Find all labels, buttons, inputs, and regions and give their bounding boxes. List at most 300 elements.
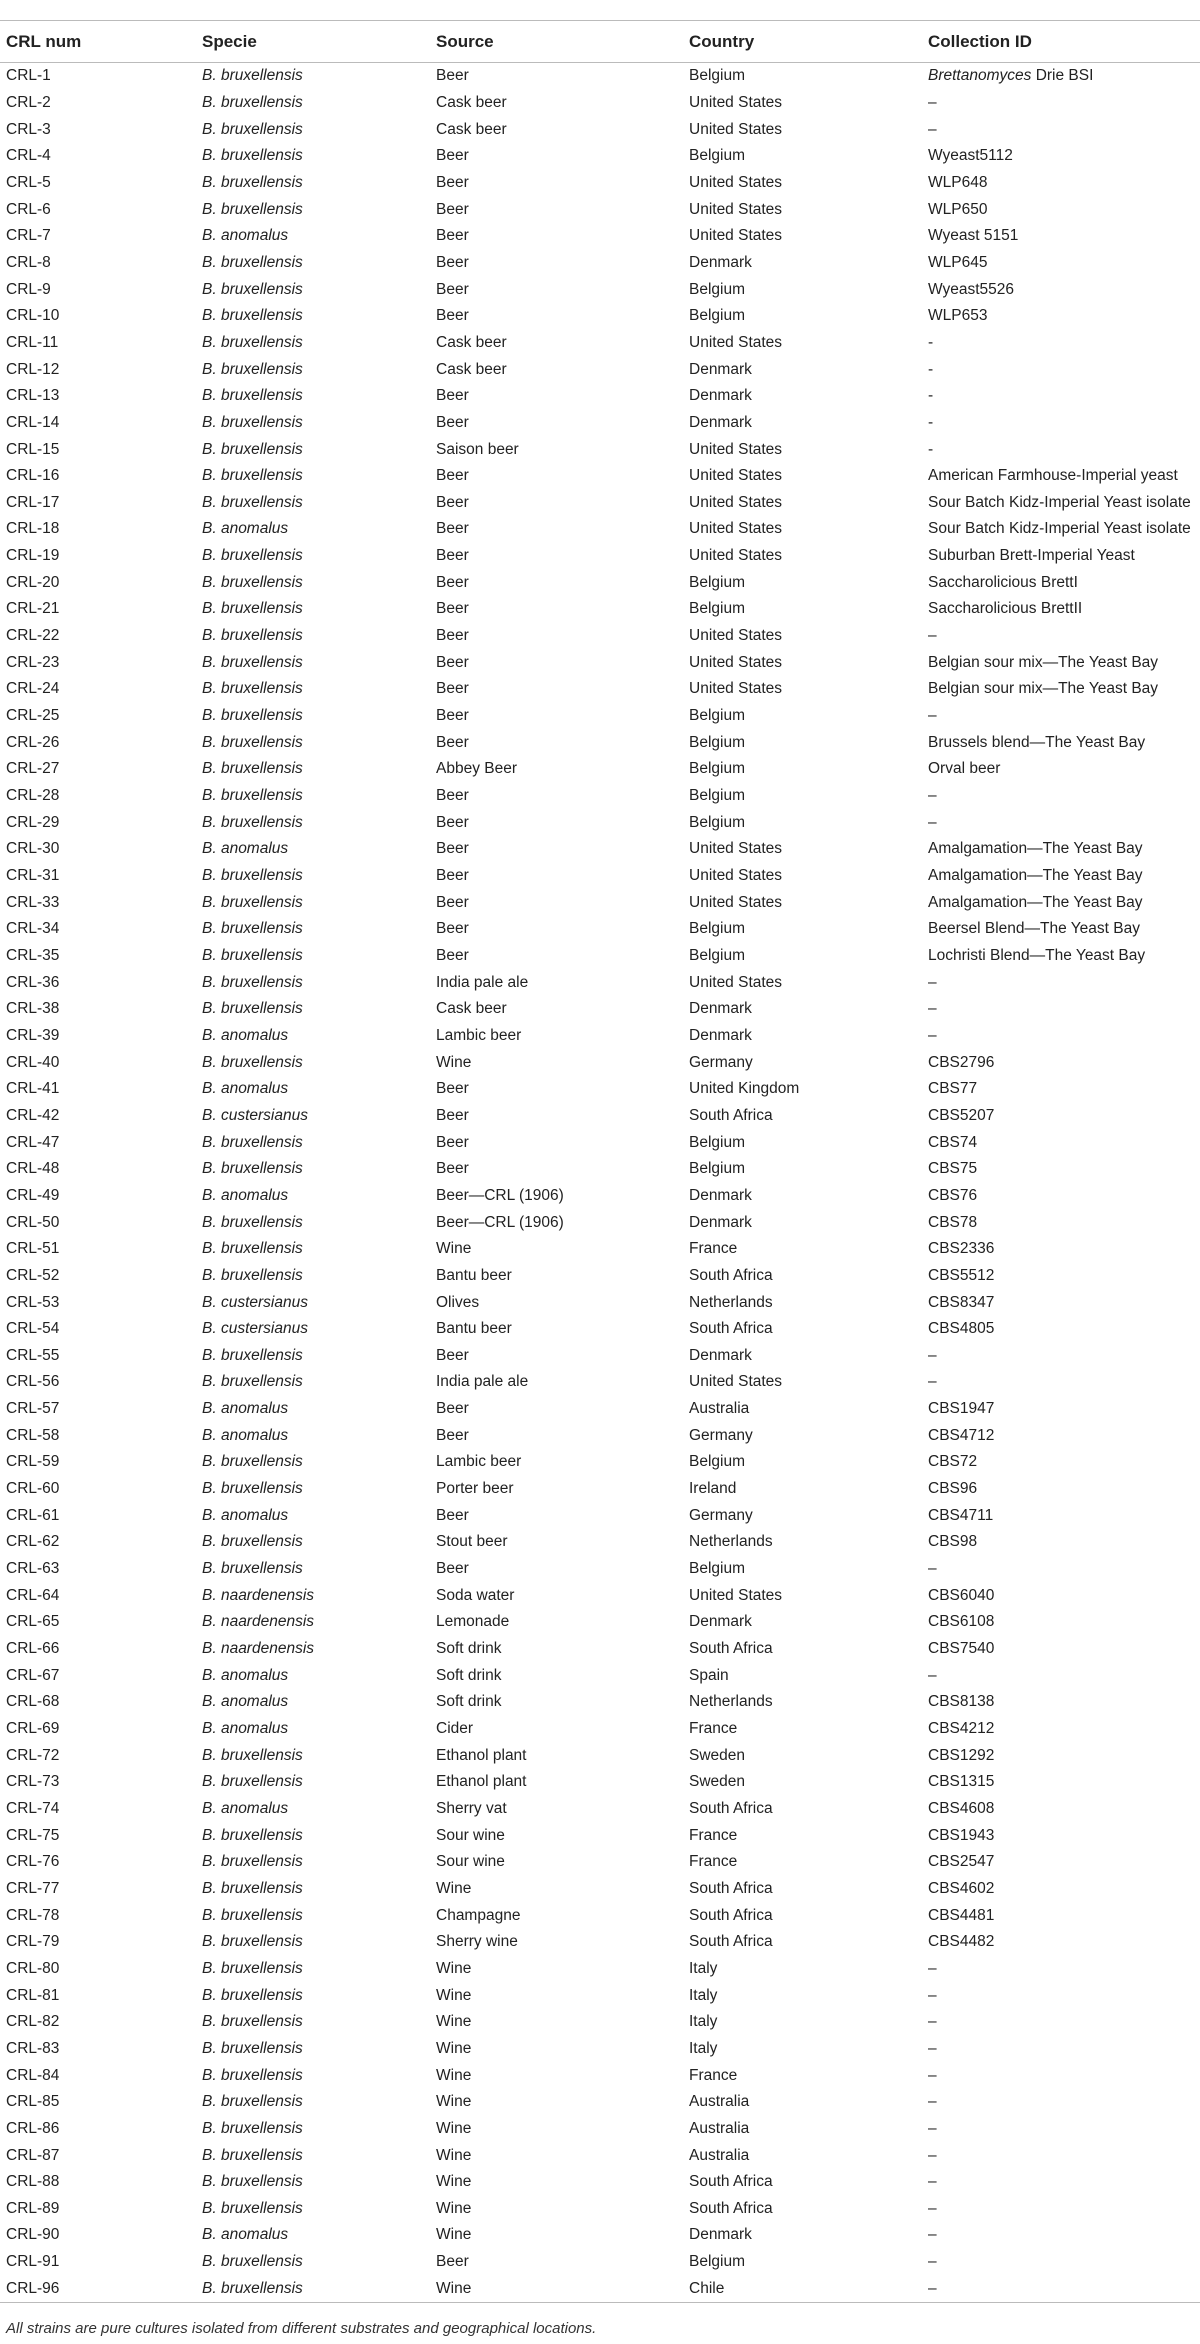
cell-specie: B. bruxellensis bbox=[196, 2275, 430, 2302]
cell-collection-id: – bbox=[922, 2275, 1200, 2302]
cell-source: Beer bbox=[436, 493, 469, 511]
cell-crl-num: CRL-63 bbox=[6, 1560, 60, 1578]
cell-crl-num: CRL-27 bbox=[6, 760, 60, 778]
cell-specie: B. anomalus bbox=[202, 1693, 289, 1711]
cell-country: United States bbox=[689, 867, 783, 885]
cell-collection-id: - bbox=[928, 333, 934, 351]
cell-country: Denmark bbox=[689, 387, 752, 405]
cell-source: Wine bbox=[436, 2119, 472, 2137]
cell-country: Denmark bbox=[689, 1346, 752, 1364]
cell-crl-num: CRL-49 bbox=[6, 1186, 60, 1204]
cell-specie: B. bruxellensis bbox=[202, 1346, 303, 1364]
cell-crl-num: CRL-88 bbox=[6, 2173, 60, 2191]
table-row bbox=[0, 1796, 1200, 1823]
cell-source: Wine bbox=[436, 1240, 472, 1258]
cell-country: Italy bbox=[689, 2039, 718, 2057]
cell-collection-id: – bbox=[928, 1666, 937, 1684]
cell-specie: B. bruxellensis bbox=[202, 1266, 303, 1284]
cell-country: Chile bbox=[683, 2275, 922, 2302]
cell-specie: B. bruxellensis bbox=[202, 1826, 303, 1844]
cell-country: Belgium bbox=[689, 307, 745, 325]
cell-country: Denmark bbox=[689, 360, 752, 378]
cell-source: Beer—CRL (1906) bbox=[436, 1186, 564, 1204]
cell-crl-num: CRL-47 bbox=[6, 1133, 60, 1151]
cell-crl-num: CRL-58 bbox=[6, 1426, 60, 1444]
table-row bbox=[0, 1343, 1200, 1370]
table-row bbox=[0, 1049, 1200, 1076]
cell-crl-num: CRL-64 bbox=[6, 1586, 60, 1604]
cell-source: Beer bbox=[436, 573, 469, 591]
cell-collection-id: Orval beer bbox=[928, 760, 1001, 778]
cell-collection-id: – bbox=[928, 2093, 937, 2111]
cell-collection-id: Belgian sour mix—The Yeast Bay bbox=[928, 680, 1159, 698]
cell-specie: B. anomalus bbox=[202, 1186, 289, 1204]
cell-specie: B. bruxellensis bbox=[202, 627, 303, 645]
table-row bbox=[0, 276, 1200, 303]
cell-collection-id: CBS8138 bbox=[928, 1693, 995, 1711]
collection-id-genus: Brettanomyces bbox=[928, 67, 1032, 85]
cell-country: France bbox=[689, 1720, 738, 1738]
cell-collection-id: CBS5207 bbox=[928, 1106, 995, 1124]
cell-crl-num: CRL-65 bbox=[6, 1613, 60, 1631]
cell-crl-num: CRL-15 bbox=[6, 440, 60, 458]
table-row bbox=[0, 1316, 1200, 1343]
cell-specie: B. bruxellensis bbox=[202, 573, 303, 591]
cell-source: Lambic beer bbox=[436, 1453, 522, 1471]
cell-specie: B. bruxellensis bbox=[202, 67, 303, 85]
cell-collection-id: CBS4212 bbox=[928, 1720, 995, 1738]
table-row bbox=[0, 1076, 1200, 1103]
cell-country: Belgium bbox=[689, 1560, 745, 1578]
cell-country: South Africa bbox=[689, 1933, 773, 1951]
cell-source: Cask beer bbox=[436, 360, 507, 378]
cell-country: Belgium bbox=[689, 1160, 745, 1178]
cell-specie: B. bruxellensis bbox=[202, 1773, 303, 1791]
cell-specie: B. bruxellensis bbox=[202, 333, 303, 351]
table-body bbox=[0, 63, 1200, 2303]
table-row bbox=[0, 863, 1200, 890]
table-row bbox=[0, 1529, 1200, 1556]
table-row bbox=[0, 1263, 1200, 1290]
cell-source: Wine bbox=[436, 2226, 472, 2244]
cell-source: Wine bbox=[430, 2275, 683, 2302]
cell-source: Beer bbox=[436, 707, 469, 725]
cell-country: Belgium bbox=[689, 280, 745, 298]
cell-source: Beer bbox=[436, 1560, 469, 1578]
cell-source: Beer bbox=[436, 547, 469, 565]
cell-specie: B. anomalus bbox=[202, 1666, 289, 1684]
table-row bbox=[0, 729, 1200, 756]
table-row bbox=[0, 143, 1200, 170]
cell-source: Olives bbox=[436, 1293, 480, 1311]
cell-specie: B. bruxellensis bbox=[202, 2093, 303, 2111]
cell-source: Beer bbox=[436, 1400, 469, 1418]
cell-source: Beer bbox=[436, 1506, 469, 1524]
cell-specie: B. anomalus bbox=[202, 520, 289, 538]
cell-country: Belgium bbox=[689, 2253, 745, 2271]
cell-collection-id: Lochristi Blend—The Yeast Bay bbox=[928, 946, 1146, 964]
cell-collection-id: Saccharolicious BrettII bbox=[928, 600, 1083, 618]
cell-country: Australia bbox=[689, 2146, 750, 2164]
table-row bbox=[0, 1902, 1200, 1929]
cell-crl-num: CRL-78 bbox=[6, 1906, 60, 1924]
cell-specie: B. bruxellensis bbox=[202, 1959, 303, 1977]
cell-source: Cask beer bbox=[436, 333, 507, 351]
cell-collection-id: - bbox=[928, 440, 934, 458]
table-row bbox=[0, 1476, 1200, 1503]
cell-country: United States bbox=[689, 973, 783, 991]
cell-source: Sherry vat bbox=[436, 1799, 507, 1817]
table-row bbox=[0, 1982, 1200, 2009]
cell-crl-num: CRL-86 bbox=[6, 2119, 60, 2137]
cell-crl-num: CRL-52 bbox=[6, 1266, 60, 1284]
cell-collection-id: Wyeast5526 bbox=[928, 280, 1015, 298]
cell-country: Belgium bbox=[689, 707, 745, 725]
cell-specie: B. bruxellensis bbox=[202, 360, 303, 378]
table-row bbox=[0, 63, 1200, 90]
cell-collection-id: CBS1292 bbox=[928, 1746, 995, 1764]
cell-specie: B. bruxellensis bbox=[202, 1453, 303, 1471]
cell-crl-num: CRL-6 bbox=[6, 200, 51, 218]
cell-collection-id: CBS2547 bbox=[928, 1853, 995, 1871]
cell-country: South Africa bbox=[689, 1640, 773, 1658]
cell-collection-id: – bbox=[928, 2013, 937, 2031]
cell-source: Stout beer bbox=[436, 1533, 508, 1551]
cell-collection-id: – bbox=[928, 2146, 937, 2164]
header-source: Source bbox=[430, 22, 683, 63]
cell-crl-num: CRL-72 bbox=[6, 1746, 60, 1764]
cell-source: Beer bbox=[436, 813, 469, 831]
cell-specie: B. custersianus bbox=[202, 1106, 308, 1124]
cell-source: Bantu beer bbox=[436, 1266, 512, 1284]
cell-crl-num: CRL-25 bbox=[6, 707, 60, 725]
cell-collection-id: – bbox=[928, 1959, 937, 1977]
cell-specie: B. bruxellensis bbox=[202, 680, 303, 698]
cell-country: South Africa bbox=[689, 1266, 773, 1284]
table-row bbox=[0, 1209, 1200, 1236]
cell-source: Wine bbox=[436, 2199, 472, 2217]
table-row bbox=[0, 543, 1200, 570]
cell-collection-id: CBS78 bbox=[928, 1213, 978, 1231]
cell-crl-num: CRL-77 bbox=[6, 1879, 60, 1897]
table-footnote: All strains are pure cultures isolated from different substrates and geographical locations. bbox=[6, 2320, 597, 2337]
cell-collection-id: – bbox=[928, 627, 937, 645]
cell-country: Belgium bbox=[689, 600, 745, 618]
cell-collection-id: CBS77 bbox=[928, 1080, 978, 1098]
cell-source: Beer bbox=[436, 680, 469, 698]
cell-crl-num: CRL-8 bbox=[6, 253, 51, 271]
table-row bbox=[0, 1609, 1200, 1636]
table-row bbox=[0, 1822, 1200, 1849]
cell-specie: B. bruxellensis bbox=[202, 1560, 303, 1578]
cell-country: Denmark bbox=[689, 413, 752, 431]
cell-source: Beer bbox=[436, 600, 469, 618]
cell-specie: B. custersianus bbox=[202, 1293, 308, 1311]
cell-country: United States bbox=[689, 227, 783, 245]
cell-specie: B. bruxellensis bbox=[202, 1213, 303, 1231]
table-row bbox=[0, 2116, 1200, 2143]
cell-country: United States bbox=[689, 200, 783, 218]
cell-specie: B. bruxellensis bbox=[202, 813, 303, 831]
table-row bbox=[0, 2169, 1200, 2196]
cell-country: Australia bbox=[689, 1400, 750, 1418]
table-row bbox=[0, 1502, 1200, 1529]
cell-specie: B. bruxellensis bbox=[202, 1986, 303, 2004]
table-row bbox=[0, 516, 1200, 543]
cell-collection-id: – bbox=[928, 1560, 937, 1578]
cell-collection-id: CBS2336 bbox=[928, 1240, 995, 1258]
table-row bbox=[0, 1422, 1200, 1449]
table-row bbox=[0, 889, 1200, 916]
cell-country: United States bbox=[689, 333, 783, 351]
cell-specie: B. bruxellensis bbox=[202, 1853, 303, 1871]
table-row bbox=[0, 1289, 1200, 1316]
cell-collection-id: CBS1947 bbox=[928, 1400, 995, 1418]
cell-source: Beer bbox=[436, 147, 469, 165]
cell-specie: B. anomalus bbox=[202, 1426, 289, 1444]
cell-crl-num: CRL-12 bbox=[6, 360, 60, 378]
cell-collection-id: CBS96 bbox=[928, 1480, 978, 1498]
cell-collection-id: – bbox=[928, 2039, 937, 2057]
cell-source: Ethanol plant bbox=[436, 1746, 527, 1764]
cell-source: Sherry wine bbox=[436, 1933, 518, 1951]
cell-crl-num: CRL-60 bbox=[6, 1480, 60, 1498]
cell-country: Ireland bbox=[689, 1480, 737, 1498]
cell-source: Beer bbox=[436, 867, 469, 885]
cell-country: United States bbox=[689, 493, 783, 511]
cell-crl-num: CRL-36 bbox=[6, 973, 60, 991]
cell-source: Beer bbox=[436, 280, 469, 298]
cell-country: United States bbox=[689, 840, 783, 858]
table-row bbox=[0, 2009, 1200, 2036]
cell-specie: B. bruxellensis bbox=[202, 1480, 303, 1498]
cell-specie: B. bruxellensis bbox=[202, 2013, 303, 2031]
table-row bbox=[0, 969, 1200, 996]
table-row bbox=[0, 1183, 1200, 1210]
cell-source: Soft drink bbox=[436, 1666, 502, 1684]
cell-specie: B. bruxellensis bbox=[202, 787, 303, 805]
cell-source: Beer bbox=[436, 413, 469, 431]
cell-country: Germany bbox=[689, 1506, 753, 1524]
cell-country: Denmark bbox=[689, 253, 752, 271]
table-row bbox=[0, 223, 1200, 250]
cell-specie: B. anomalus bbox=[202, 1506, 289, 1524]
cell-collection-id: Sour Batch Kidz-Imperial Yeast isolate bbox=[928, 493, 1191, 511]
cell-country: United States bbox=[689, 653, 783, 671]
cell-source: Porter beer bbox=[436, 1480, 514, 1498]
cell-specie: B. bruxellensis bbox=[202, 173, 303, 191]
cell-collection-id: - bbox=[928, 387, 934, 405]
cell-country: Belgium bbox=[689, 920, 745, 938]
cell-collection-id: – bbox=[928, 2199, 937, 2217]
cell-source: Beer bbox=[436, 173, 469, 191]
cell-country: Netherlands bbox=[689, 1533, 773, 1551]
cell-specie: B. bruxellensis bbox=[202, 1000, 303, 1018]
cell-specie: B. bruxellensis bbox=[202, 600, 303, 618]
cell-crl-num: CRL-16 bbox=[6, 467, 60, 485]
table-header-row bbox=[0, 22, 1200, 63]
table-row bbox=[0, 2222, 1200, 2249]
cell-collection-id: – bbox=[928, 120, 937, 138]
cell-crl-num: CRL-7 bbox=[6, 227, 51, 245]
table-row bbox=[0, 1849, 1200, 1876]
cell-country: Australia bbox=[689, 2093, 750, 2111]
cell-country: Italy bbox=[689, 1959, 718, 1977]
table-row bbox=[0, 1662, 1200, 1689]
cell-country: United States bbox=[689, 893, 783, 911]
cell-crl-num: CRL-66 bbox=[6, 1640, 60, 1658]
cell-collection-id: – bbox=[928, 813, 937, 831]
table-row bbox=[0, 1582, 1200, 1609]
cell-crl-num: CRL-19 bbox=[6, 547, 60, 565]
cell-source: Wine bbox=[436, 1959, 472, 1977]
cell-crl-num: CRL-18 bbox=[6, 520, 60, 538]
cell-collection-id: CBS4805 bbox=[928, 1320, 995, 1338]
cell-collection-id: Suburban Brett-Imperial Yeast bbox=[928, 547, 1135, 565]
cell-specie: B. bruxellensis bbox=[202, 733, 303, 751]
cell-crl-num: CRL-48 bbox=[6, 1160, 60, 1178]
table-row bbox=[0, 836, 1200, 863]
cell-collection-id: CBS1943 bbox=[928, 1826, 995, 1844]
cell-collection-id: American Farmhouse-Imperial yeast bbox=[928, 467, 1178, 485]
cell-crl-num: CRL-14 bbox=[6, 413, 60, 431]
cell-country: Belgium bbox=[689, 147, 745, 165]
cell-country: Spain bbox=[689, 1666, 729, 1684]
table-row bbox=[0, 1156, 1200, 1183]
cell-collection-id: – bbox=[928, 2226, 937, 2244]
cell-collection-id: – bbox=[928, 707, 937, 725]
cell-source: Beer bbox=[436, 1160, 469, 1178]
table-row bbox=[0, 250, 1200, 277]
cell-source: Soft drink bbox=[436, 1640, 502, 1658]
cell-crl-num: CRL-33 bbox=[6, 893, 60, 911]
table-row bbox=[0, 1396, 1200, 1423]
cell-collection-id: - bbox=[928, 413, 934, 431]
cell-crl-num: CRL-23 bbox=[6, 653, 60, 671]
table-row bbox=[0, 2196, 1200, 2223]
cell-country: South Africa bbox=[689, 1879, 773, 1897]
cell-crl-num: CRL-54 bbox=[6, 1320, 60, 1338]
cell-source: Cask beer bbox=[436, 93, 507, 111]
cell-collection-id: – bbox=[928, 1000, 937, 1018]
cell-crl-num: CRL-83 bbox=[6, 2039, 60, 2057]
table-row bbox=[0, 1129, 1200, 1156]
cell-specie: B. bruxellensis bbox=[202, 2199, 303, 2217]
cell-collection-id: Brettanomyces Drie BSI bbox=[928, 67, 1094, 85]
cell-country: United Kingdom bbox=[689, 1080, 800, 1098]
cell-source: Wine bbox=[436, 2039, 472, 2057]
cell-collection-id: Amalgamation—The Yeast Bay bbox=[928, 840, 1143, 858]
table-row bbox=[0, 1636, 1200, 1663]
cell-crl-num: CRL-85 bbox=[6, 2093, 60, 2111]
table-row bbox=[0, 1716, 1200, 1743]
cell-country: United States bbox=[689, 627, 783, 645]
cell-country: United States bbox=[689, 1373, 783, 1391]
table-row bbox=[0, 2089, 1200, 2116]
cell-country: Denmark bbox=[689, 1186, 752, 1204]
cell-source: Saison beer bbox=[436, 440, 519, 458]
table-row bbox=[0, 303, 1200, 330]
cell-collection-id: CBS4608 bbox=[928, 1799, 995, 1817]
table-row bbox=[0, 1742, 1200, 1769]
cell-country: Sweden bbox=[689, 1773, 746, 1791]
cell-specie: B. bruxellensis bbox=[202, 387, 303, 405]
cell-collection-id: Wyeast5112 bbox=[928, 147, 1013, 165]
cell-specie: B. bruxellensis bbox=[202, 1160, 303, 1178]
cell-specie: B. bruxellensis bbox=[202, 1373, 303, 1391]
cell-crl-num: CRL-84 bbox=[6, 2066, 60, 2084]
cell-specie: B. bruxellensis bbox=[202, 2119, 303, 2137]
cell-source: Champagne bbox=[436, 1906, 521, 1924]
table-row bbox=[0, 2275, 1200, 2302]
table-row bbox=[0, 1956, 1200, 1983]
table-row bbox=[0, 916, 1200, 943]
cell-specie: B. custersianus bbox=[202, 1320, 308, 1338]
cell-source: Cask beer bbox=[436, 120, 507, 138]
table-row bbox=[0, 623, 1200, 650]
table-row bbox=[0, 2249, 1200, 2276]
cell-collection-id: Brussels blend—The Yeast Bay bbox=[928, 733, 1146, 751]
cell-country: South Africa bbox=[689, 2199, 773, 2217]
cell-country: Netherlands bbox=[689, 1693, 773, 1711]
cell-specie: B. bruxellensis bbox=[202, 1746, 303, 1764]
cell-collection-id: CBS6040 bbox=[928, 1586, 995, 1604]
cell-specie: B. bruxellensis bbox=[202, 280, 303, 298]
cell-source: Beer bbox=[436, 840, 469, 858]
cell-source: Beer bbox=[436, 1106, 469, 1124]
cell-collection-id: CBS4711 bbox=[928, 1506, 994, 1524]
cell-specie: B. bruxellensis bbox=[202, 2146, 303, 2164]
cell-specie: B. anomalus bbox=[202, 1400, 289, 1418]
cell-specie: B. bruxellensis bbox=[202, 867, 303, 885]
cell-collection-id: – bbox=[928, 1026, 937, 1044]
header-country: Country bbox=[683, 22, 922, 63]
cell-crl-num: CRL-59 bbox=[6, 1453, 60, 1471]
cell-crl-num: CRL-50 bbox=[6, 1213, 60, 1231]
cell-source: Beer bbox=[436, 253, 469, 271]
cell-country: United States bbox=[689, 547, 783, 565]
cell-crl-num: CRL-1 bbox=[6, 67, 51, 85]
table-row bbox=[0, 783, 1200, 810]
cell-source: Lemonade bbox=[436, 1613, 510, 1631]
cell-specie: B. bruxellensis bbox=[202, 1133, 303, 1151]
cell-country: United States bbox=[689, 173, 783, 191]
table-row bbox=[0, 2036, 1200, 2063]
cell-country: Denmark bbox=[689, 2226, 752, 2244]
table-row bbox=[0, 436, 1200, 463]
cell-source: Beer bbox=[436, 653, 469, 671]
table-row bbox=[0, 116, 1200, 143]
table-row bbox=[0, 1876, 1200, 1903]
cell-source: Beer bbox=[436, 467, 469, 485]
cell-source: Wine bbox=[436, 2173, 472, 2191]
cell-collection-id: – bbox=[928, 1346, 937, 1364]
cell-crl-num: CRL-26 bbox=[6, 733, 60, 751]
cell-collection-id: WLP645 bbox=[928, 253, 988, 271]
cell-crl-num: CRL-40 bbox=[6, 1053, 60, 1071]
cell-crl-num: CRL-4 bbox=[6, 147, 51, 165]
cell-specie: B. bruxellensis bbox=[202, 307, 303, 325]
header-specie: Specie bbox=[196, 22, 430, 63]
top-rule bbox=[0, 20, 1200, 21]
cell-crl-num: CRL-87 bbox=[6, 2146, 60, 2164]
cell-country: Belgium bbox=[689, 1453, 745, 1471]
table-row bbox=[0, 676, 1200, 703]
cell-collection-id: Sour Batch Kidz-Imperial Yeast isolate bbox=[928, 520, 1191, 538]
cell-specie: B. bruxellensis bbox=[202, 973, 303, 991]
cell-specie: B. bruxellensis bbox=[202, 1879, 303, 1897]
cell-specie: B. bruxellensis bbox=[202, 413, 303, 431]
